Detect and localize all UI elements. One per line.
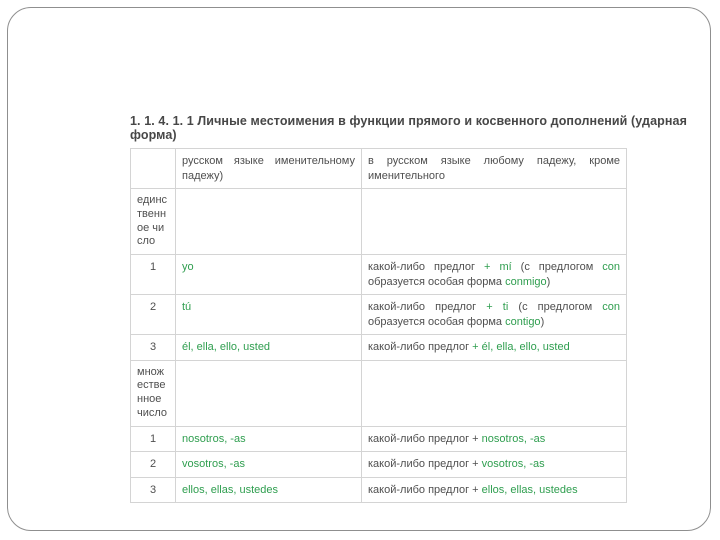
row-number: 1 — [131, 426, 176, 452]
pronoun-cell — [176, 477, 362, 503]
text-segment: какой-либо предлог + — [368, 458, 482, 471]
text-segment: какой-либо предлог — [368, 301, 487, 314]
text-segment: con — [602, 301, 620, 314]
text-segment: (с предлогом — [508, 301, 603, 314]
table-row — [131, 335, 627, 361]
text-segment: yo — [182, 261, 194, 274]
text-segment: русском языке именительному падежу) — [182, 155, 355, 182]
text-segment: какой-либо предлог — [368, 261, 485, 274]
pronoun-cell — [176, 452, 362, 478]
text-segment: nosotros, -as — [182, 432, 246, 445]
header-empty-cell — [131, 149, 176, 189]
header-nominative-column — [176, 149, 362, 189]
row-number: 3 — [131, 335, 176, 361]
text-segment: в русском языке любому падежу, кроме именительного — [368, 155, 620, 182]
text-segment: + ti — [486, 301, 509, 314]
empty-cell — [362, 360, 627, 426]
text-segment: ) — [546, 275, 551, 288]
number-group-label: единственное число — [131, 189, 176, 255]
empty-cell — [362, 189, 627, 255]
text-segment: conmigo — [505, 275, 547, 288]
text-segment: contigo — [505, 315, 541, 328]
text-segment: образуется особая форма — [368, 315, 506, 328]
pronoun-cell — [176, 255, 362, 295]
description-cell — [362, 255, 627, 295]
page-title: 1. 1. 4. 1. 1 Личные местоимения в функции прямого и косвенного дополнений (ударная форма) — [130, 114, 687, 142]
text-segment: какой-либо предлог + — [368, 432, 482, 445]
table-header — [131, 149, 627, 189]
text-segment: ellos, ellas, ustedes — [481, 483, 578, 496]
table-body — [131, 189, 627, 503]
table-row — [131, 426, 627, 452]
text-segment: ) — [540, 315, 545, 328]
text-segment: tú — [182, 301, 192, 314]
text-segment: какой-либо предлог — [368, 341, 473, 354]
table-row — [131, 295, 627, 335]
text-segment: vosotros, -as — [182, 458, 245, 471]
table-row — [131, 477, 627, 503]
empty-cell — [176, 360, 362, 426]
table-row — [131, 452, 627, 478]
description-cell — [362, 295, 627, 335]
number-group-label: множественное число — [131, 360, 176, 426]
description-cell — [362, 477, 627, 503]
empty-cell — [176, 189, 362, 255]
pronoun-cell — [176, 295, 362, 335]
row-number: 2 — [131, 295, 176, 335]
group-row — [131, 189, 627, 255]
table-row — [131, 255, 627, 295]
header-row — [131, 149, 627, 189]
row-number: 3 — [131, 477, 176, 503]
pronoun-cell — [176, 426, 362, 452]
text-segment: + mí — [484, 261, 512, 274]
text-segment: какой-либо предлог + — [368, 483, 482, 496]
row-number: 1 — [131, 255, 176, 295]
group-row — [131, 360, 627, 426]
description-cell — [362, 335, 627, 361]
text-segment: + él, ella, ello, usted — [472, 341, 570, 354]
text-segment: ellos, ellas, ustedes — [182, 483, 278, 496]
text-segment: él, ella, ello, usted — [182, 341, 271, 354]
text-segment: (с предлогом — [511, 261, 603, 274]
pronoun-cell — [176, 335, 362, 361]
text-segment: vosotros, -as — [481, 458, 545, 471]
text-segment: con — [602, 261, 621, 274]
pronouns-table — [130, 148, 627, 503]
header-oblique-column — [362, 149, 627, 189]
text-segment: nosotros, -as — [481, 432, 546, 445]
row-number: 2 — [131, 452, 176, 478]
description-cell — [362, 426, 627, 452]
text-segment: образуется особая форма — [368, 275, 506, 288]
description-cell — [362, 452, 627, 478]
